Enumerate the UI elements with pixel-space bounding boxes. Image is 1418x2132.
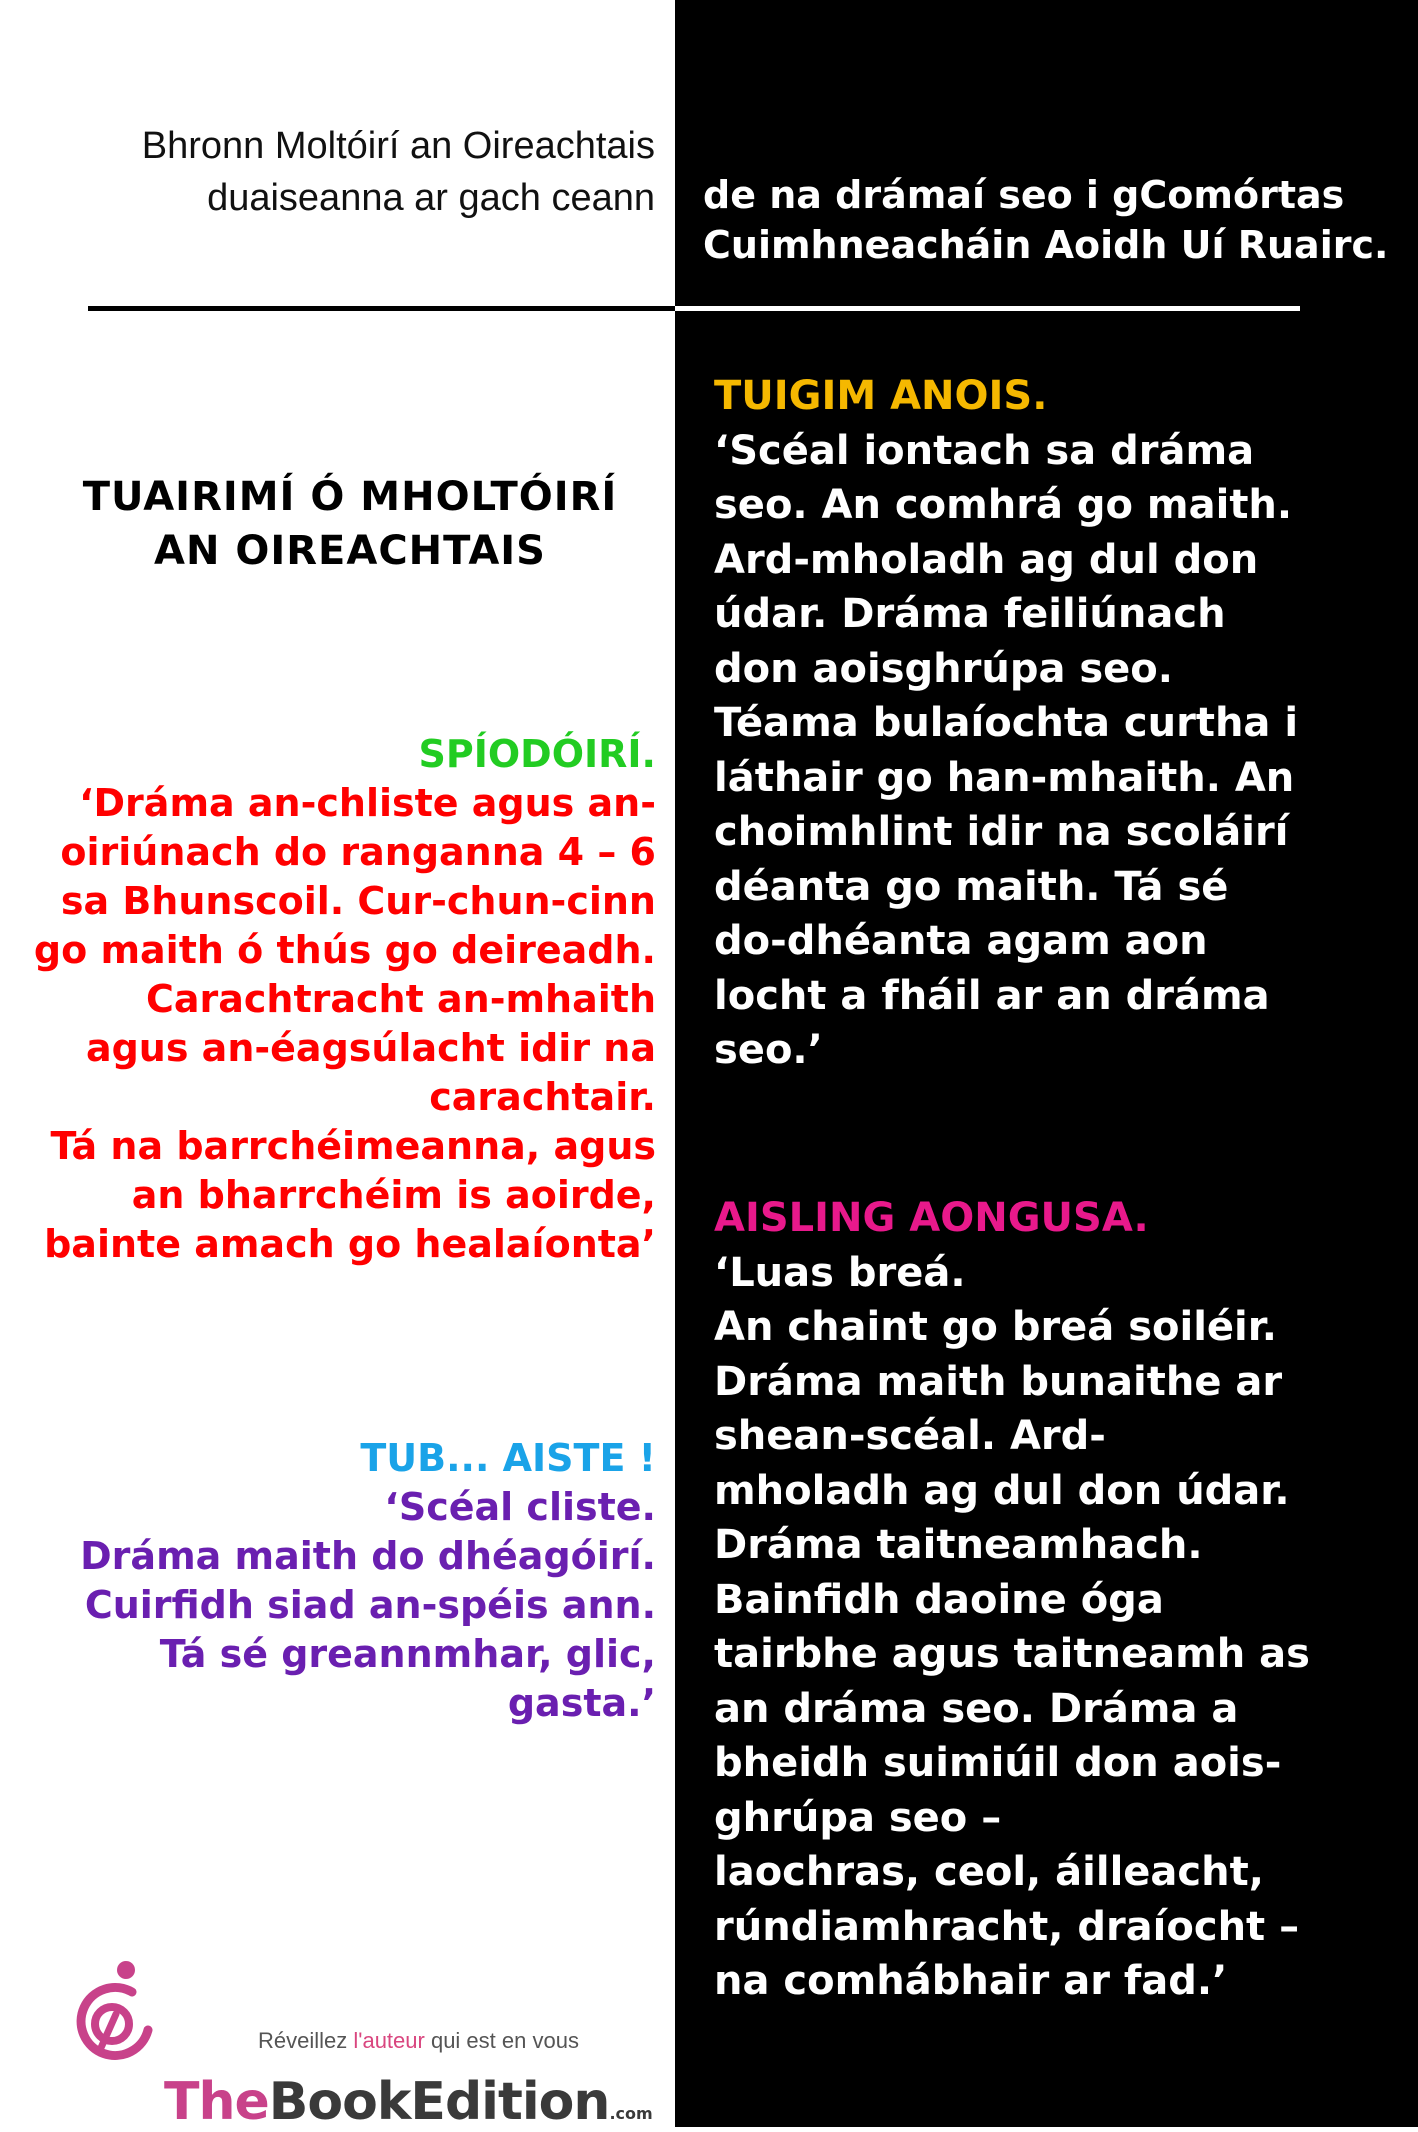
review-tuigim-anois xyxy=(714,369,1404,1078)
logo-brand-rest: BookEdition xyxy=(268,2072,610,2132)
logo-brand-the: The xyxy=(164,2072,269,2132)
review-aisling-aongusa xyxy=(714,1191,1404,2009)
intro-left xyxy=(40,120,655,224)
divider-rule-right xyxy=(675,306,1300,311)
intro-right xyxy=(703,170,1393,270)
logo-brand-suffix: .com xyxy=(609,2104,653,2123)
person-circle-logo-icon xyxy=(62,1958,162,2068)
intro-right-line-1: de na drámaí seo i gComórtas xyxy=(703,173,1345,217)
divider-rule-left xyxy=(88,306,675,311)
review-title: SPÍODÓIRÍ. xyxy=(418,732,656,776)
logo-tagline-pre: Réveillez xyxy=(258,2028,354,2053)
intro-left-line-2: duaiseanna ar gach ceann xyxy=(207,177,655,219)
review-title: TUB... AISTE ! xyxy=(360,1436,656,1480)
review-title: TUIGIM ANOIS. xyxy=(714,373,1048,419)
logo-tagline-accent: l'auteur xyxy=(353,2028,425,2053)
page-title-line-1: TUAIRIMÍ Ó MHOLTÓIRÍ xyxy=(82,474,618,520)
review-quote: ‘Luas breá. An chaint go breá soiléir. Dráma maith bunaithe ar shean-scéal. Ard- mholadh ag dul don údar. Dráma taitneamhach. Bainfidh daoine óga tairbhe agus taitneamh as an dráma seo. Dráma a bheidh suimiúil don aois- ghrúpa seo – laochras, ceol, áilleacht, rúndiamhracht, draíocht – na comhábhair ar fad.’ xyxy=(714,1249,1310,2004)
logo-tagline xyxy=(258,2028,579,2054)
review-quote: ‘Dráma an-chliste agus an- oiriúnach do ranganna 4 – 6 sa Bhunscoil. Cur-chun-cinn go maith ó thús go deireadh. Carachtracht an-mhaith agus an-éagsúlacht idir na carachtair. Tá na barrchéimeanna, agus an bharrchéim is aoirde, bainte amach go healaíonta’ xyxy=(33,781,656,1266)
logo-tagline-post: qui est en vous xyxy=(424,2028,579,2053)
intro-left-line-1: Bhronn Moltóirí an Oireachtais xyxy=(141,125,655,167)
review-quote: ‘Scéal iontach sa dráma seo. An comhrá go maith. Ard-mholadh ag dul don údar. Dráma feiliúnach don aoisghrúpa seo. Téama bulaíochta curtha i láthair go han-mhaith. An choimhlint idir na scoláirí déanta go maith. Tá sé do-dhéanta agam aon locht a fháil ar an dráma seo.’ xyxy=(714,427,1299,1073)
page-title xyxy=(20,470,680,578)
thebookedition-logo[interactable] xyxy=(62,1958,662,2132)
review-title: AISLING AONGUSA. xyxy=(714,1195,1149,1241)
page-title-line-2: AN OIREACHTAIS xyxy=(154,528,546,574)
review-spiodoiri xyxy=(16,730,656,1269)
review-quote: ‘Scéal cliste. Dráma maith do dhéagóirí. Cuirfidh siad an-spéis ann. Tá sé greannmhar, glic, gasta.’ xyxy=(80,1485,656,1725)
intro-right-line-2: Cuimhneacháin Aoidh Uí Ruairc. xyxy=(703,223,1389,267)
review-tub-aiste xyxy=(16,1434,656,1728)
logo-brand xyxy=(164,2072,653,2132)
